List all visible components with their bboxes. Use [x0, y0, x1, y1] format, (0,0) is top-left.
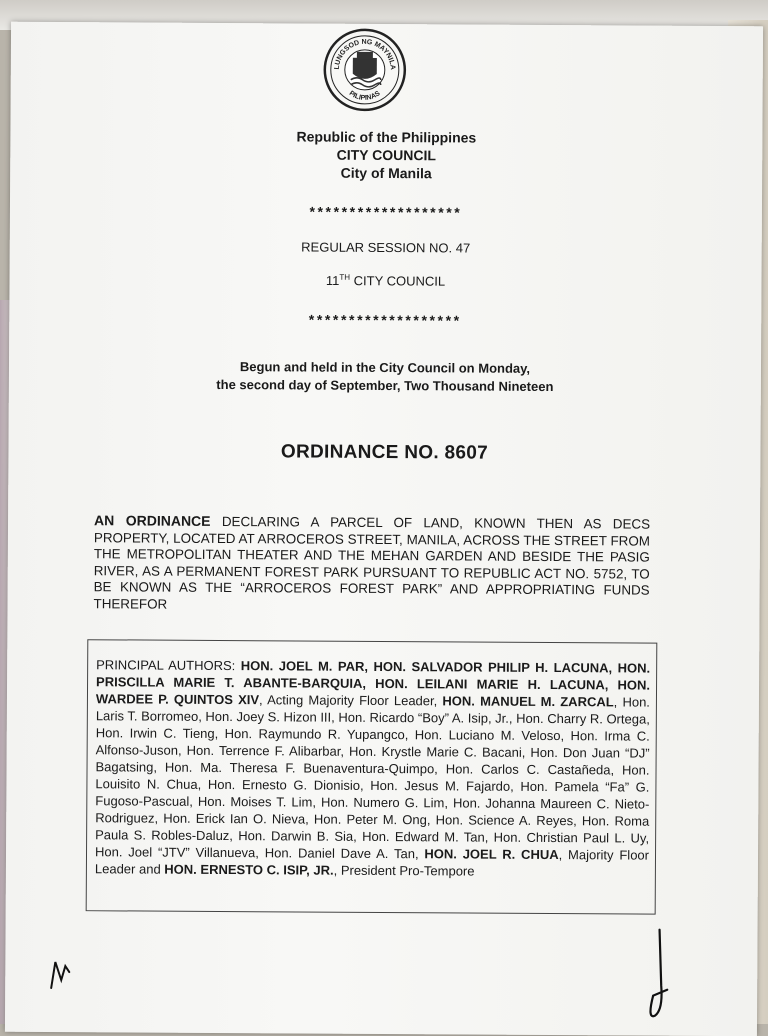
council-rest: CITY COUNCIL — [350, 273, 446, 289]
ordinance-body: DECLARING A PARCEL OF LAND, KNOWN THEN AS DECS PROPERTY, LOCATED AT ARROCEROS STREET, MANILA, ACROSS THE STREET FROM THE METROPOLITAN THEATER AND THE MEHAN GARDEN AND BESIDE THE PASIG RIVER, AS A PERMANENT FOREST PARK PURSUANT TO REPUBLIC ACT NO. 5752, TO BE KNOWN AS THE “ARROCEROS FOREST PARK” AND APPROPRIATING FUNDS THEREFOR — [93, 513, 651, 612]
session-label: REGULAR SESSION NO. 47 — [301, 239, 471, 256]
principal-authors-text — [95, 656, 650, 880]
authors-label: PRINCIPAL AUTHORS: — [96, 657, 241, 674]
header-republic: Republic of the Philippines — [296, 128, 477, 146]
header-city-council: CITY COUNCIL — [336, 146, 436, 164]
authors-text-3: , Majority Floor Leader and — [94, 847, 650, 877]
council-suffix: TH — [339, 272, 351, 282]
authors-bold-4: HON. ERNESTO C. ISIP, JR. — [164, 861, 334, 878]
document-page — [5, 22, 763, 1036]
seal-bottom-text: PILIPINAS — [347, 89, 382, 102]
ordinance-description — [93, 512, 650, 616]
authors-text-1: , Acting Majority Floor Leader, — [259, 692, 443, 709]
separator-bottom: ******************* — [308, 311, 462, 329]
begun-line-1: Begun and held in the City Council on Monday, — [239, 359, 531, 376]
session-date — [9, 357, 761, 398]
authors-text-2: , Hon. Laris T. Borromeo, Hon. Joey S. Hizon III, Hon. Ricardo “Boy” A. Isip, Jr., Hon. Charry R. Ortega, Hon. Irwin C. Tieng, Hon. Raymundo R. Yupangco, Hon. Luciano M. Veloso, Hon. Irma C. Alfonso-Juson, Hon. Terrence F. Alibarbar, Hon. Krystle Marie C. Bacani, Hon. Don Juan “DJ” Bagatsing, Hon. Ma. Theresa F. Buenaventura-Quimpo, Hon. Carlos C. Castañeda, Hon. Louisito N. Chua, Hon. Ernesto G. Dionisio, Hon. Jesus M. Fajardo, Hon. Pamela “Fa” G. Fugoso-Pascual, Hon. Moises T. Lim, Hon. Numero G. Lim, Hon. Johanna Maureen C. Nieto-Rodriguez, Hon. Erick Ian O. Nieva, Hon. Peter M. Ong, Hon. Science A. Reyes, Hon. Roma Paula S. Robles-Daluz, Hon. Darwin B. Sia, Hon. Edward M. Tan, Hon. Christian Paul L. Uy, Hon. Joel “JTV” Villanueva, Hon. Daniel Dave A. Tan, — [94, 694, 650, 862]
initial-signature-left — [45, 952, 75, 992]
council-number: 11 — [325, 272, 340, 289]
svg-text:PILIPINAS — [348, 90, 382, 102]
begun-line-2: the second day of September, Two Thousand Nineteen — [216, 376, 554, 395]
header-city-manila: City of Manila — [340, 164, 432, 182]
ordinance-lead: AN ORDINANCE — [93, 512, 211, 529]
seal-top-text: LUNGSOD NG MAYNILA — [333, 38, 396, 71]
authors-bold-2: HON. MANUEL M. ZARCAL — [442, 693, 614, 710]
ordinance-title: ORDINANCE NO. 8607 — [280, 441, 489, 464]
principal-authors-box — [86, 639, 658, 914]
initial-signature-right — [637, 926, 678, 1026]
separator-top: ******************* — [309, 203, 463, 221]
council-label — [9, 271, 761, 291]
city-seal-icon — [323, 28, 408, 113]
authors-text-4: , President Pro-Tempore — [333, 862, 475, 879]
authors-bold-3: HON. JOEL R. CHUA — [424, 846, 559, 863]
authors-bold-1: HON. JOEL M. PAR, HON. SALVADOR PHILIP H. LACUNA, HON. PRISCILLA MARIE T. ABANTE-BARQUIA, HON. LEILANI MARIE H. LACUNA, HON. WARDEE P. QUINTOS XIV — [95, 658, 651, 708]
document-header — [10, 126, 762, 185]
